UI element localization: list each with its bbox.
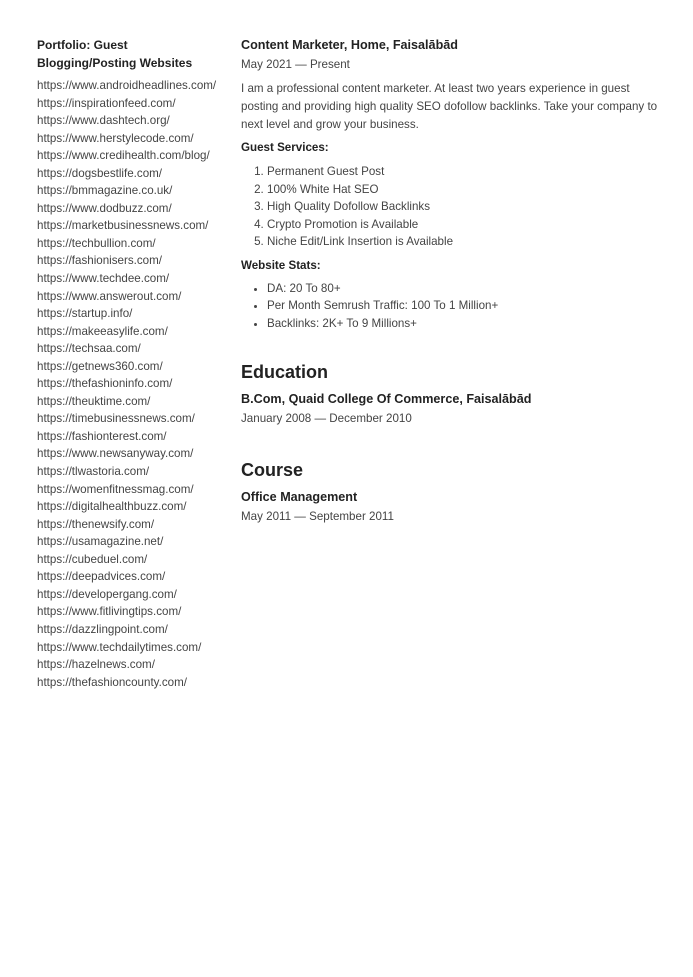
job-title: Content Marketer, Home, Faisalābād (241, 38, 458, 52)
portfolio-link[interactable]: https://makeeasylife.com/ (37, 324, 168, 338)
portfolio-link[interactable]: https://www.androidheadlines.com/ (37, 79, 217, 92)
course-section (241, 458, 394, 525)
portfolio-column (37, 36, 232, 691)
portfolio-link[interactable]: https://www.techdailytimes.com/ (37, 640, 202, 654)
portfolio-link[interactable]: https://inspirationfeed.com/ (37, 96, 176, 110)
service-item: 1. Permanent Guest Post (267, 163, 661, 181)
portfolio-link[interactable]: https://www.credihealth.com/blog/ (37, 149, 210, 163)
portfolio-link[interactable]: https://techsaa.com/ (37, 342, 141, 356)
portfolio-link[interactable]: https://developergang.com/ (37, 587, 177, 601)
service-item: 5. Niche Edit/Link Insertion is Available (267, 233, 661, 251)
portfolio-link[interactable]: https://www.herstylecode.com/ (37, 131, 194, 145)
portfolio-link[interactable]: https://theuktime.com/ (37, 394, 151, 408)
main-column (241, 36, 661, 523)
education-title: B.Com, Quaid College Of Commerce, Faisalābād (241, 392, 532, 406)
portfolio-link[interactable]: https://cubeduel.com/ (37, 552, 148, 566)
stat-item: • DA: 20 To 80+ (267, 280, 661, 298)
education-section (241, 360, 531, 427)
stats-list (241, 280, 661, 333)
education-heading: Education (241, 362, 329, 382)
portfolio-link[interactable]: https://womenfitnessmag.com/ (37, 482, 194, 496)
portfolio-title-line1: Portfolio: Guest (37, 38, 128, 52)
portfolio-link[interactable]: https://thenewsify.com/ (37, 517, 155, 531)
portfolio-link[interactable]: https://fashionisers.com/ (37, 254, 163, 268)
portfolio-link[interactable]: https://digitalhealthbuzz.com/ (37, 500, 187, 514)
service-item: 3. High Quality Dofollow Backlinks (267, 198, 661, 216)
portfolio-link[interactable]: https://startup.info/ (37, 307, 133, 321)
portfolio-link[interactable]: https://tlwastoria.com/ (37, 465, 150, 479)
portfolio-link[interactable]: https://www.fitlivingtips.com/ (37, 605, 182, 619)
portfolio-link-list (37, 77, 232, 691)
portfolio-link[interactable]: https://techbullion.com/ (37, 236, 156, 250)
portfolio-link[interactable]: https://hazelnews.com/ (37, 658, 155, 672)
education-date: January 2008 — December 2010 (241, 412, 412, 425)
service-item: 2. 100% White Hat SEO (267, 181, 661, 199)
portfolio-link[interactable]: https://thefashioncounty.com/ (37, 675, 187, 689)
job-date: May 2021 — Present (241, 58, 350, 71)
experience-section (241, 36, 661, 332)
portfolio-link[interactable]: https://www.newsanyway.com/ (37, 447, 194, 461)
portfolio-link[interactable]: https://fashionterest.com/ (37, 429, 167, 443)
stats-heading: Website Stats: (241, 258, 321, 272)
portfolio-title (37, 36, 232, 72)
portfolio-link[interactable]: https://marketbusinessnews.com/ (37, 219, 209, 233)
service-item: 4. Crypto Promotion is Available (267, 216, 661, 234)
portfolio-link[interactable]: https://usamagazine.net/ (37, 535, 164, 549)
portfolio-link[interactable]: https://dogsbestlife.com/ (37, 166, 163, 180)
stat-item: • Backlinks: 2K+ To 9 Millions+ (267, 315, 661, 333)
job-summary: I am a professional content marketer. At least two years experience in guest posting and providing high quality SEO dofollow backlinks. Take your company to next level and grow your business. (241, 82, 658, 131)
course-date: May 2011 — September 2011 (241, 510, 394, 523)
portfolio-link[interactable]: https://www.techdee.com/ (37, 272, 170, 286)
portfolio-link[interactable]: https://www.dodbuzz.com/ (37, 201, 172, 215)
course-title: Office Management (241, 490, 358, 504)
portfolio-link[interactable]: https://bmmagazine.co.uk/ (37, 184, 173, 198)
portfolio-title-line2: Blogging/Posting Websites (37, 56, 193, 70)
course-heading: Course (241, 460, 304, 480)
services-heading: Guest Services: (241, 141, 329, 155)
portfolio-link[interactable]: https://thefashioninfo.com/ (37, 377, 173, 391)
portfolio-link[interactable]: https://dazzlingpoint.com/ (37, 622, 168, 636)
services-list (241, 163, 661, 251)
stat-item: • Per Month Semrush Traffic: 100 To 1 Million+ (267, 297, 661, 315)
portfolio-link[interactable]: https://www.answerout.com/ (37, 289, 182, 303)
portfolio-link[interactable]: https://www.dashtech.org/ (37, 114, 170, 128)
portfolio-link[interactable]: https://getnews360.com/ (37, 359, 163, 373)
portfolio-link[interactable]: https://deepadvices.com/ (37, 570, 166, 584)
portfolio-link[interactable]: https://timebusinessnews.com/ (37, 412, 195, 426)
